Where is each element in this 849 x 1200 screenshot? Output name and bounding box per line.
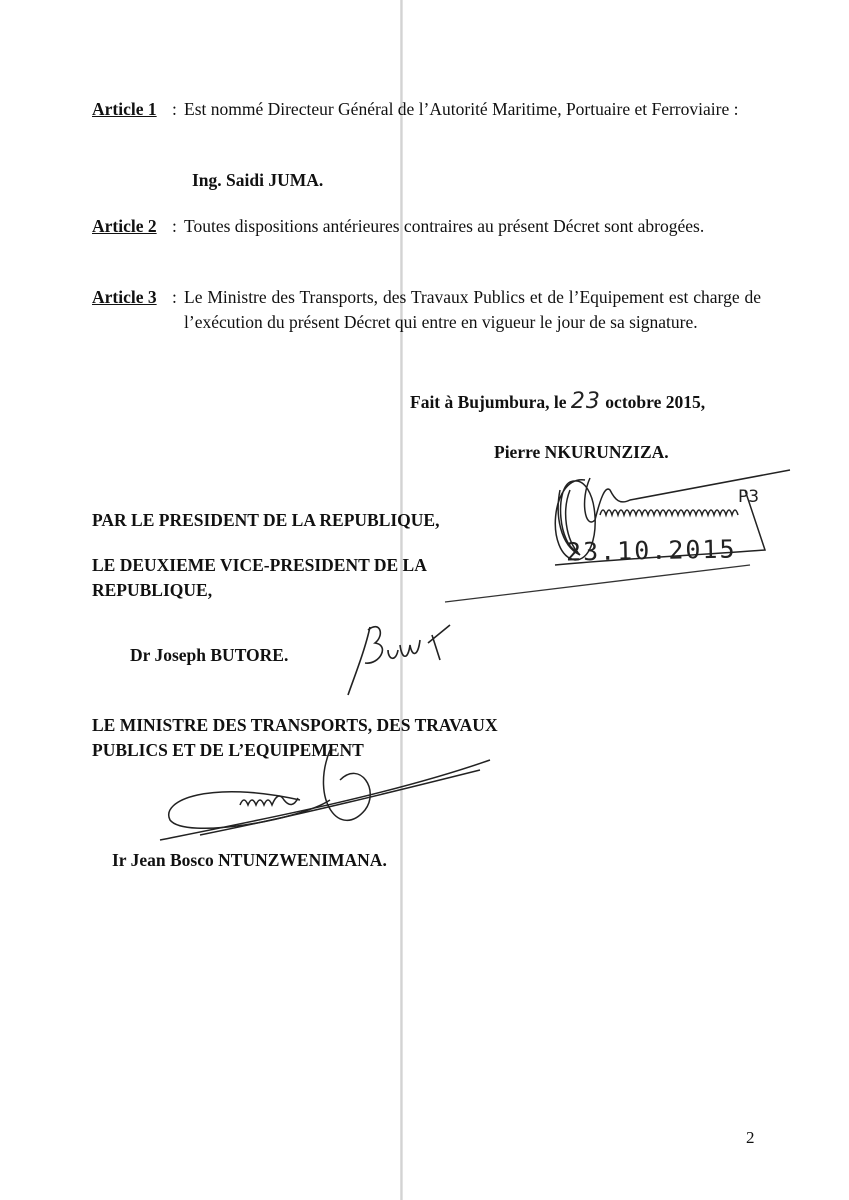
article-3-label: Article 3 bbox=[92, 287, 157, 307]
minister-signature bbox=[140, 740, 520, 850]
article-2-label: Article 2 bbox=[92, 216, 157, 236]
minister-title-line1: LE MINISTRE DES TRANSPORTS, DES TRAVAUX bbox=[92, 715, 498, 735]
article-2-colon: : bbox=[172, 216, 177, 236]
vice-president-title-line1: LE DEUXIEME VICE-PRESIDENT DE LA bbox=[92, 555, 427, 575]
place-date-prefix: Fait à Bujumbura, le bbox=[410, 392, 567, 412]
signature-stroke bbox=[440, 560, 760, 610]
minister-name: Ir Jean Bosco NTUNZWENIMANA. bbox=[112, 850, 387, 870]
appointee-name: Ing. Saidi JUMA. bbox=[192, 170, 324, 190]
handwritten-day: 23 bbox=[570, 389, 601, 414]
page-fold-line bbox=[400, 0, 403, 1200]
article-3-colon: : bbox=[172, 287, 177, 307]
president-name: Pierre NKURUNZIZA. bbox=[494, 442, 669, 462]
vice-president-signature bbox=[340, 615, 470, 700]
page-number: 2 bbox=[746, 1128, 755, 1147]
article-2-text: Toutes dispositions antérieures contraires au présent Décret sont abrogées. bbox=[184, 216, 705, 236]
article-1-text: Est nommé Directeur Général de l’Autorité Maritime, Portuaire et Ferroviaire : bbox=[184, 99, 739, 119]
article-3-text: Le Ministre des Transports, des Travaux Publics et de l’Equipement est charge de l’exécution du présent Décret qui entre en vigueur le jour de sa signature. bbox=[184, 287, 761, 332]
par-president-heading: PAR LE PRESIDENT DE LA REPUBLIQUE, bbox=[92, 510, 440, 530]
place-date bbox=[410, 389, 705, 415]
vice-president-title-line2: REPUBLIQUE, bbox=[92, 580, 213, 600]
minister-title-line2: PUBLICS ET DE L’EQUIPEMENT bbox=[92, 740, 364, 760]
signature-date: 23.10.2015 bbox=[565, 534, 737, 567]
article-1-label: Article 1 bbox=[92, 99, 157, 119]
signature-mark: P3 bbox=[738, 487, 760, 507]
place-date-suffix: octobre 2015, bbox=[605, 392, 706, 412]
article-1-colon: : bbox=[172, 99, 177, 119]
vice-president-name: Dr Joseph BUTORE. bbox=[130, 645, 289, 665]
